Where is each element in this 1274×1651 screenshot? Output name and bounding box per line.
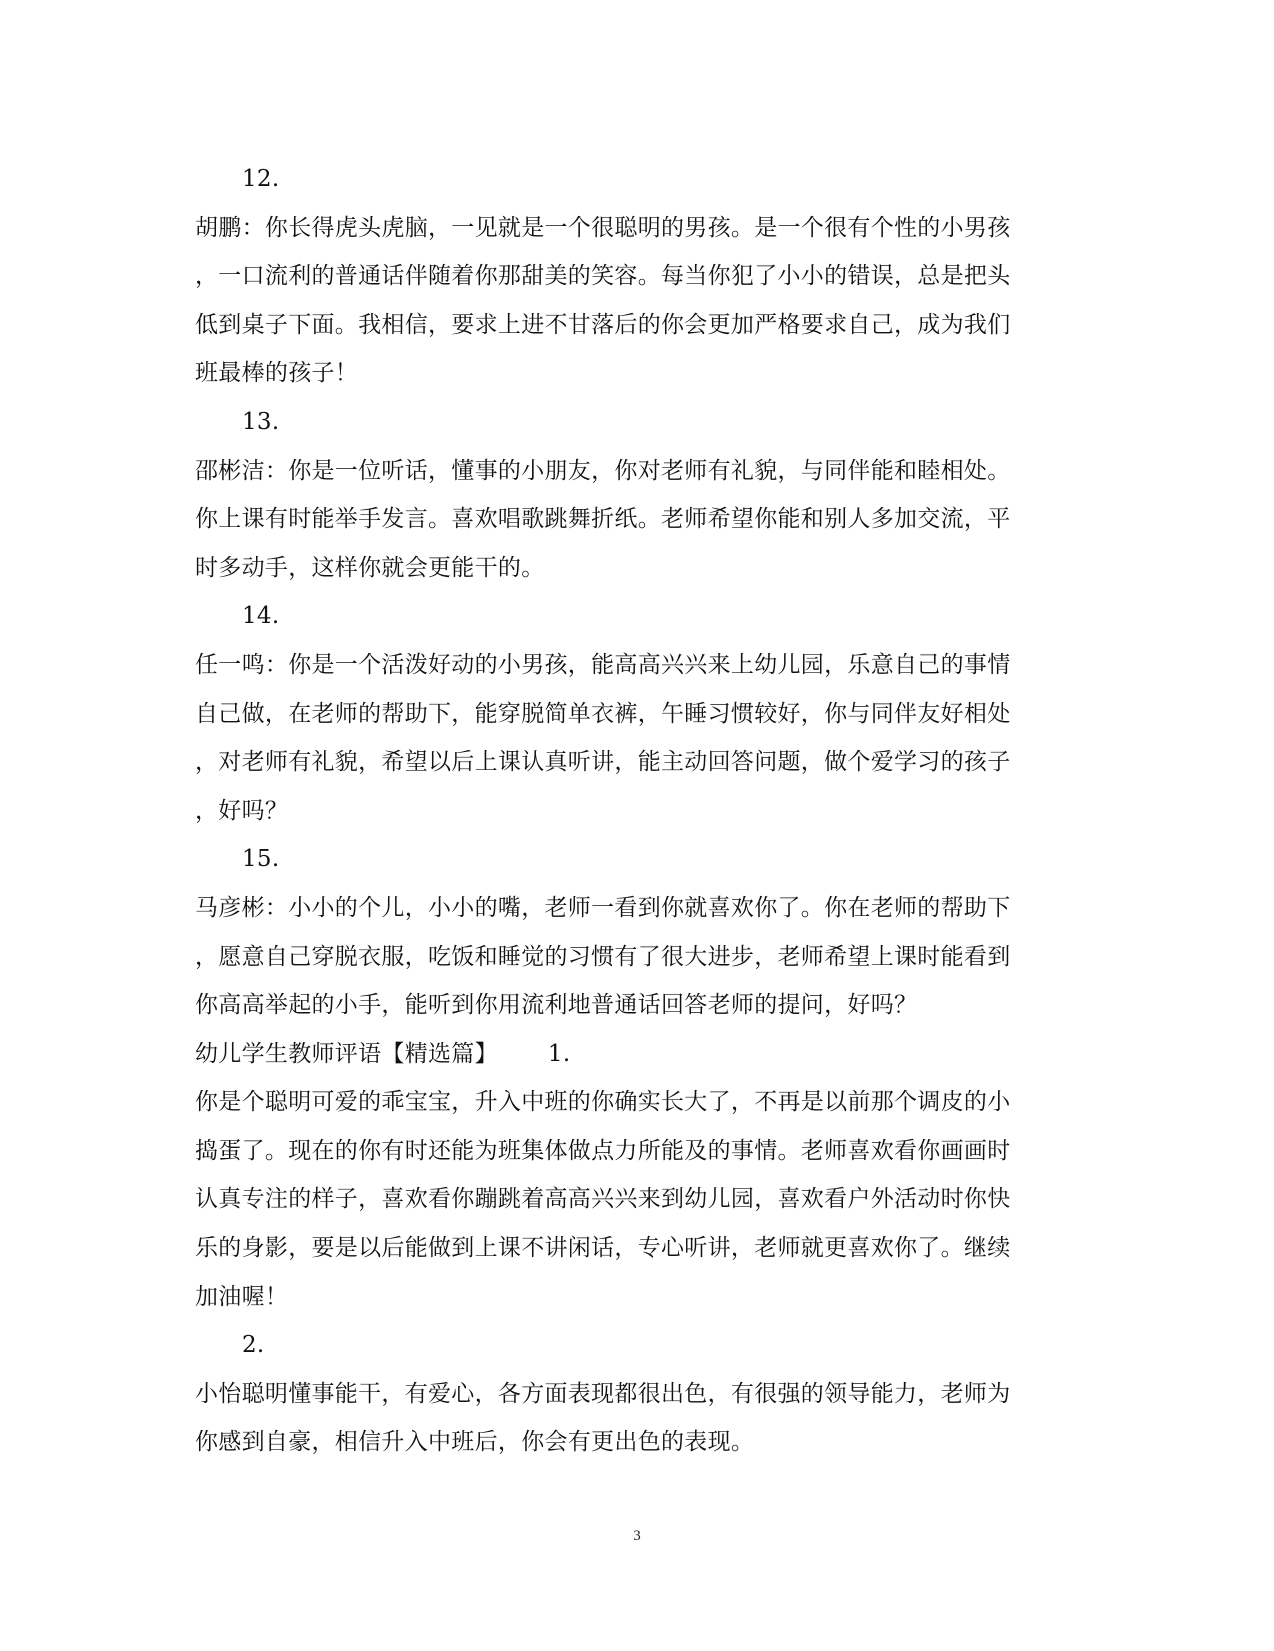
- paragraph-line: 马彦彬：小小的个儿，小小的嘴，老师一看到你就喜欢你了。你在老师的帮助下: [195, 894, 1011, 921]
- paragraph-line: 捣蛋了。现在的你有时还能为班集体做点力所能及的事情。老师喜欢看你画画时: [195, 1137, 1011, 1164]
- paragraph-line: 加油喔！: [195, 1283, 289, 1310]
- paragraph-line: 你是个聪明可爱的乖宝宝，升入中班的你确实长大了，不再是以前那个调皮的小: [195, 1089, 1011, 1116]
- page-number: 3: [633, 1528, 641, 1544]
- paragraph-line: 邵彬洁：你是一位听话，懂事的小朋友，你对老师有礼貌，与同伴能和睦相处。: [195, 457, 1011, 484]
- paragraph-line: 乐的身影，要是以后能做到上课不讲闲话，专心听讲，老师就更喜欢你了。继续: [195, 1235, 1011, 1262]
- item-number: 13.: [242, 408, 280, 435]
- paragraph-line: ，一口流利的普通话伴随着你那甜美的笑容。每当你犯了小小的错误，总是把头: [195, 263, 1011, 290]
- paragraph-line: 任一鸣：你是一个活泼好动的小男孩，能高高兴兴来上幼儿园，乐意自己的事情: [195, 651, 1011, 678]
- item-number: 2.: [242, 1332, 265, 1359]
- item-number: 12.: [242, 166, 280, 192]
- paragraph-line: 你高高举起的小手，能听到你用流利地普通话回答老师的提问，好吗？: [195, 992, 918, 1019]
- paragraph-line: ，好吗？: [195, 797, 289, 824]
- item-number: 15.: [242, 846, 280, 873]
- item-number: 1.: [547, 1040, 571, 1067]
- paragraph-line: 低到桌子下面。我相信，要求上进不甘落后的你会更加严格要求自己，成为我们: [195, 311, 1011, 338]
- paragraph-line: 你上课有时能举手发言。喜欢唱歌跳舞折纸。老师希望你能和别人多加交流，平: [195, 506, 1011, 533]
- paragraph-line: 认真专注的样子，喜欢看你蹦跳着高高兴兴来到幼儿园，喜欢看户外活动时你快: [195, 1186, 1011, 1213]
- document-body: [195, 155, 1075, 1467]
- paragraph-line: 班最棒的孩子！: [195, 360, 359, 387]
- paragraph-line: 自己做，在老师的帮助下，能穿脱简单衣裤，午睡习惯较好，你与同伴友好相处: [195, 700, 1011, 727]
- paragraph-line: 小怡聪明懂事能干，有爱心，各方面表现都很出色，有很强的领导能力，老师为: [195, 1380, 1011, 1407]
- paragraph-line: 胡鹏：你长得虎头虎脑，一见就是一个很聪明的男孩。是一个很有个性的小男孩: [195, 214, 1011, 241]
- paragraph-line: ，愿意自己穿脱衣服，吃饭和睡觉的习惯有了很大进步，老师希望上课时能看到: [195, 943, 1011, 970]
- paragraph-line: 时多动手，这样你就会更能干的。: [195, 554, 545, 581]
- paragraph-line: ，对老师有礼貌，希望以后上课认真听讲，能主动回答问题，做个爱学习的孩子: [195, 749, 1011, 776]
- paragraph-line: 你感到自豪，相信升入中班后，你会有更出色的表现。: [195, 1429, 755, 1456]
- section-heading-line: [195, 1030, 1075, 1079]
- section-heading: 幼儿学生教师评语【精选篇】: [195, 1040, 498, 1067]
- item-number: 14.: [242, 603, 280, 630]
